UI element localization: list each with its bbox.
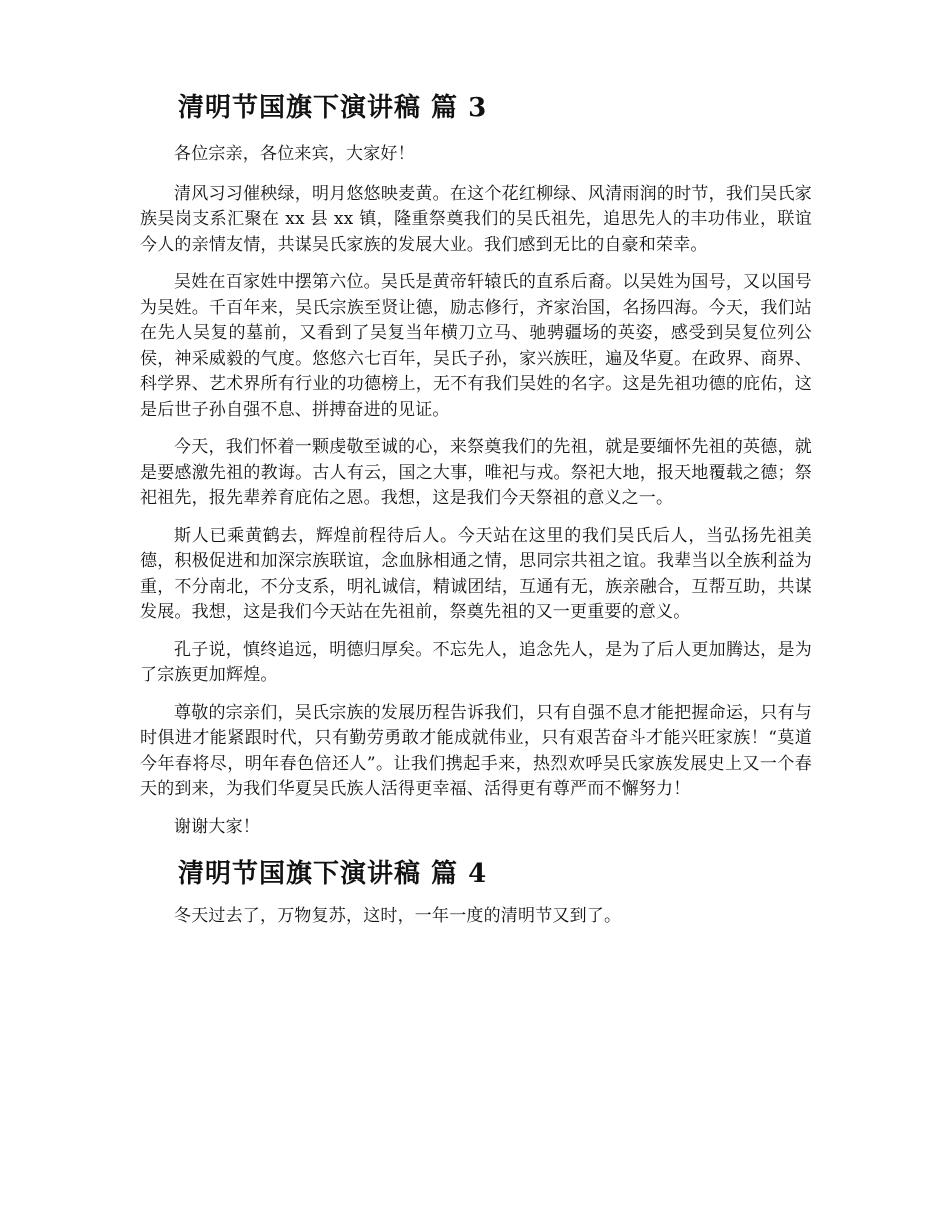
closing-paragraph: 谢谢大家！ — [174, 816, 260, 837]
greeting-paragraph: 各位宗亲，各位来宾，大家好！ — [174, 144, 415, 164]
section-title-4: 清明节国旗下演讲稿 篇 4 — [178, 859, 488, 889]
body-paragraph: 孔子说，慎终追远，明德归厚矣。不忘先人，追念先人，是为了后人更加腾达，是为了宗族更加辉煌。 — [140, 639, 812, 685]
body-paragraph: 尊敬的宗亲们，吴氏宗族的发展历程告诉我们，只有自强不息才能把握命运，只有与时俱进才能紧跟时代，只有勤劳勇敢才能成就伟业，只有艰苦奋斗才能兴旺家族！“莫道今年春将尽，明年春色倍还人”。让我们携起手来，热烈欢呼吴氏家族发展史上又一个春天的到来，为我们华夏吴氏族人活得更幸福、活得更有尊严而不懈努力！ — [140, 702, 812, 799]
body-paragraph: 斯人已乘黄鹤去，辉煌前程待后人。今天站在这里的我们吴氏后人，当弘扬先祖美德，积极促进和加深宗族联谊，念血脉相通之情，思同宗共祖之谊。我辈当以全族利益为重，不分南北，不分支系，明礼诚信，精诚团结，互通有无，族亲融合，互帮互助，共谋发展。我想，这是我们今天站在先祖前，祭奠先祖的又一更重要的意义。 — [140, 525, 812, 622]
body-paragraph: 吴姓在百家姓中摆第六位。吴氏是黄帝轩辕氏的直系后裔。以吴姓为国号，又以国号为吴姓。千百年来，吴氏宗族至贤让德，励志修行，齐家治国，名扬四海。今天，我们站在先人吴复的墓前，又看到了吴复当年横刀立马、驰骋疆场的英姿，感受到吴复位列公侯，神采威毅的气度。悠悠六七百年，吴氏子孙，家兴族旺，遍及华夏。在政界、商界、科学界、艺术界所有行业的功德榜上，无不有我们吴姓的名字。这是先祖功德的庇佑，这是后世子孙自强不息、拼搏奋进的见证。 — [140, 272, 812, 420]
body-paragraph: 冬天过去了，万物复苏，这时，一年一度的清明节又到了。 — [174, 906, 622, 926]
body-paragraph: 今天，我们怀着一颗虔敬至诚的心，来祭奠我们的先祖，就是要缅怀先祖的英德，就是要感激先祖的教诲。古人有云，国之大事，唯祀与戎。祭祀大地，报天地覆载之德；祭祀祖先，报先辈养育庇佑之恩。我想，这是我们今天祭祖的意义之一。 — [140, 437, 812, 508]
body-paragraph: 清风习习催秧绿，明月悠悠映麦黄。在这个花红柳绿、风清雨润的时节，我们吴氏家族吴岗支系汇聚在 xx 县 xx 镇，隆重祭奠我们的吴氏祖先，追思先人的丰功伟业，联谊今人的亲情友情，共谋吴氏家族的发展大业。我们感到无比的自豪和荣幸。 — [140, 183, 812, 255]
section-title-3: 清明节国旗下演讲稿 篇 3 — [178, 93, 488, 123]
